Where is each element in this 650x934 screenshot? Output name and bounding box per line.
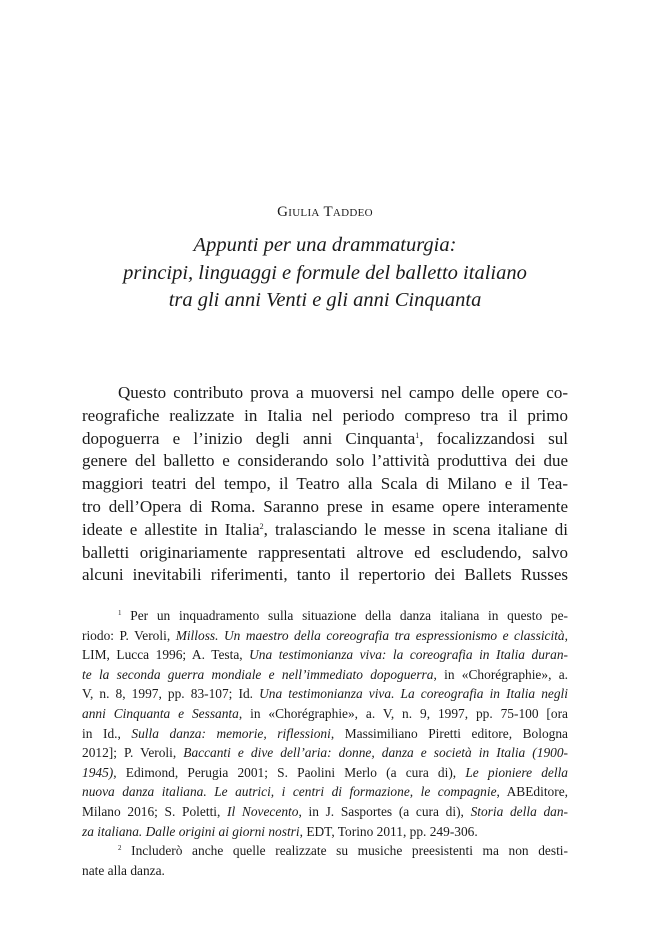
- footnote-work-title: nuova danza italiana. Le autrici, i centri di formazione, le compagnie: [82, 784, 497, 800]
- title-line-3: tra gli anni Venti e gli anni Cinquanta: [168, 289, 482, 311]
- body-paragraph: [82, 382, 568, 587]
- footnote-text: LIM, Lucca 1996; A. Testa,: [82, 647, 250, 663]
- body-line: maggiori teatri del tempo, il Teatro alla Scala di Milano e il Tea-: [82, 474, 568, 494]
- body-line: reografiche realizzate in Italia nel periodo compreso tra il primo: [82, 405, 568, 425]
- footnote-text: , Edimond, Perugia 2001; S. Paolini Merlo (a cura di),: [113, 764, 466, 780]
- footnote-work-title: Storia della dan-: [470, 803, 568, 819]
- footnotes: [82, 606, 568, 880]
- footnote-work-title: Il Novecento: [227, 803, 299, 819]
- footnote-1-line: [82, 822, 568, 842]
- body-line: genere del balletto e considerando solo l’attività produttiva dei due: [82, 451, 568, 471]
- title-line-2: principi, linguaggi e formule del balletto italiano: [123, 261, 527, 284]
- footnote-text: ,: [564, 627, 568, 643]
- footnote-text: , in «Chorégraphie», a. V, n. 9, 1997, pp. 75-100 [ora: [238, 705, 568, 721]
- footnote-2-line: [82, 841, 568, 861]
- body-line: [82, 519, 568, 542]
- body-text-segment: dopoguerra e l’inizio degli anni Cinquanta: [82, 428, 416, 448]
- footnote-text: , ABEditore,: [496, 784, 568, 800]
- footnote-1-line: [82, 724, 568, 744]
- body-line: [82, 428, 568, 451]
- footnote-text: in Id.,: [82, 725, 132, 741]
- footnote-ref-1[interactable]: 1: [415, 430, 420, 440]
- footnote-1-line: [82, 684, 568, 704]
- body-line: tro dell’Opera di Roma. Saranno prese in esame opere interamente: [82, 496, 568, 516]
- footnote-1-line: [82, 802, 568, 822]
- footnote-work-title: anni Cinquanta e Sessanta: [82, 705, 239, 721]
- footnote-text: Per un inquadramento sulla situazione della danza italiana in questo pe-: [130, 608, 568, 623]
- author-name: Giulia Taddeo: [277, 204, 373, 220]
- footnote-text: Includerò anche quelle realizzate su musiche preesistenti ma non desti-: [131, 843, 568, 859]
- footnote-text: 2012]; P. Veroli,: [82, 745, 184, 761]
- footnote-work-title: 1945): [82, 764, 114, 780]
- footnote-ref-2[interactable]: 2: [259, 521, 264, 531]
- body-line: Questo contributo prova a muoversi nel campo delle opere co-: [118, 383, 568, 402]
- footnote-work-title: Milloss. Un maestro della coreografia tra espressionismo e classicità: [175, 627, 565, 643]
- title-line-1: Appunti per una drammaturgia:: [193, 234, 457, 256]
- footnote-work-title: Sulla danza: memorie, riflessioni: [131, 725, 331, 741]
- footnote-1-line: [82, 763, 568, 783]
- footnote-text: , in «Chorégraphie», a.: [433, 666, 568, 682]
- footnote-1-line: [82, 665, 568, 685]
- body-text-segment: , tralasciando le messe in scena italiane di: [263, 519, 569, 539]
- body-line: balletti originariamente rappresentati altrove ed escludendo, salvo: [82, 542, 568, 562]
- chapter-title: [80, 232, 570, 315]
- footnote-work-title: Baccanti e dive dell’aria: donne, danza e società in Italia (1900-: [183, 745, 568, 761]
- footnote-1-line: [82, 626, 568, 646]
- body-text-segment: , focalizzandosi sul: [419, 428, 568, 448]
- footnote-text: Milano 2016; S. Poletti,: [82, 803, 228, 819]
- footnote-text: , in J. Sasportes (a cura di),: [298, 803, 471, 819]
- footnote-number: 2: [118, 844, 122, 853]
- footnote-1-line: [82, 743, 568, 763]
- footnote-work-title: te la seconda guerra mondiale e nell’immediato dopoguerra: [82, 666, 434, 682]
- footnote-1-line: [82, 645, 568, 665]
- footnote-1-line: [82, 782, 568, 802]
- body-text-segment: ideate e allestite in Italia: [82, 519, 260, 539]
- footnote-work-title: za italiana. Dalle origini ai giorni nostri: [82, 823, 300, 839]
- footnote-work-title: Le pioniere della: [465, 764, 568, 780]
- body-line: alcuni inevitabili riferimenti, tanto il repertorio dei Ballets Russes: [82, 565, 568, 585]
- footnote-1-line: [82, 704, 568, 724]
- footnote-2-line: nate alla danza.: [82, 862, 165, 878]
- footnote-number: 1: [118, 609, 122, 617]
- footnote-work-title: Una testimonianza viva: la coreografia in Italia duran-: [249, 647, 568, 663]
- footnote-text: , EDT, Torino 2011, pp. 249-306.: [299, 823, 478, 839]
- footnote-1-line: [82, 606, 568, 626]
- footnote-text: riodo: P. Veroli,: [82, 627, 176, 643]
- footnote-work-title: Una testimonianza viva. La coreografia in Italia negli: [259, 686, 568, 702]
- footnote-text: V, n. 8, 1997, pp. 83-107; Id.: [82, 686, 260, 702]
- footnote-text: , Massimiliano Piretti editore, Bologna: [330, 725, 569, 741]
